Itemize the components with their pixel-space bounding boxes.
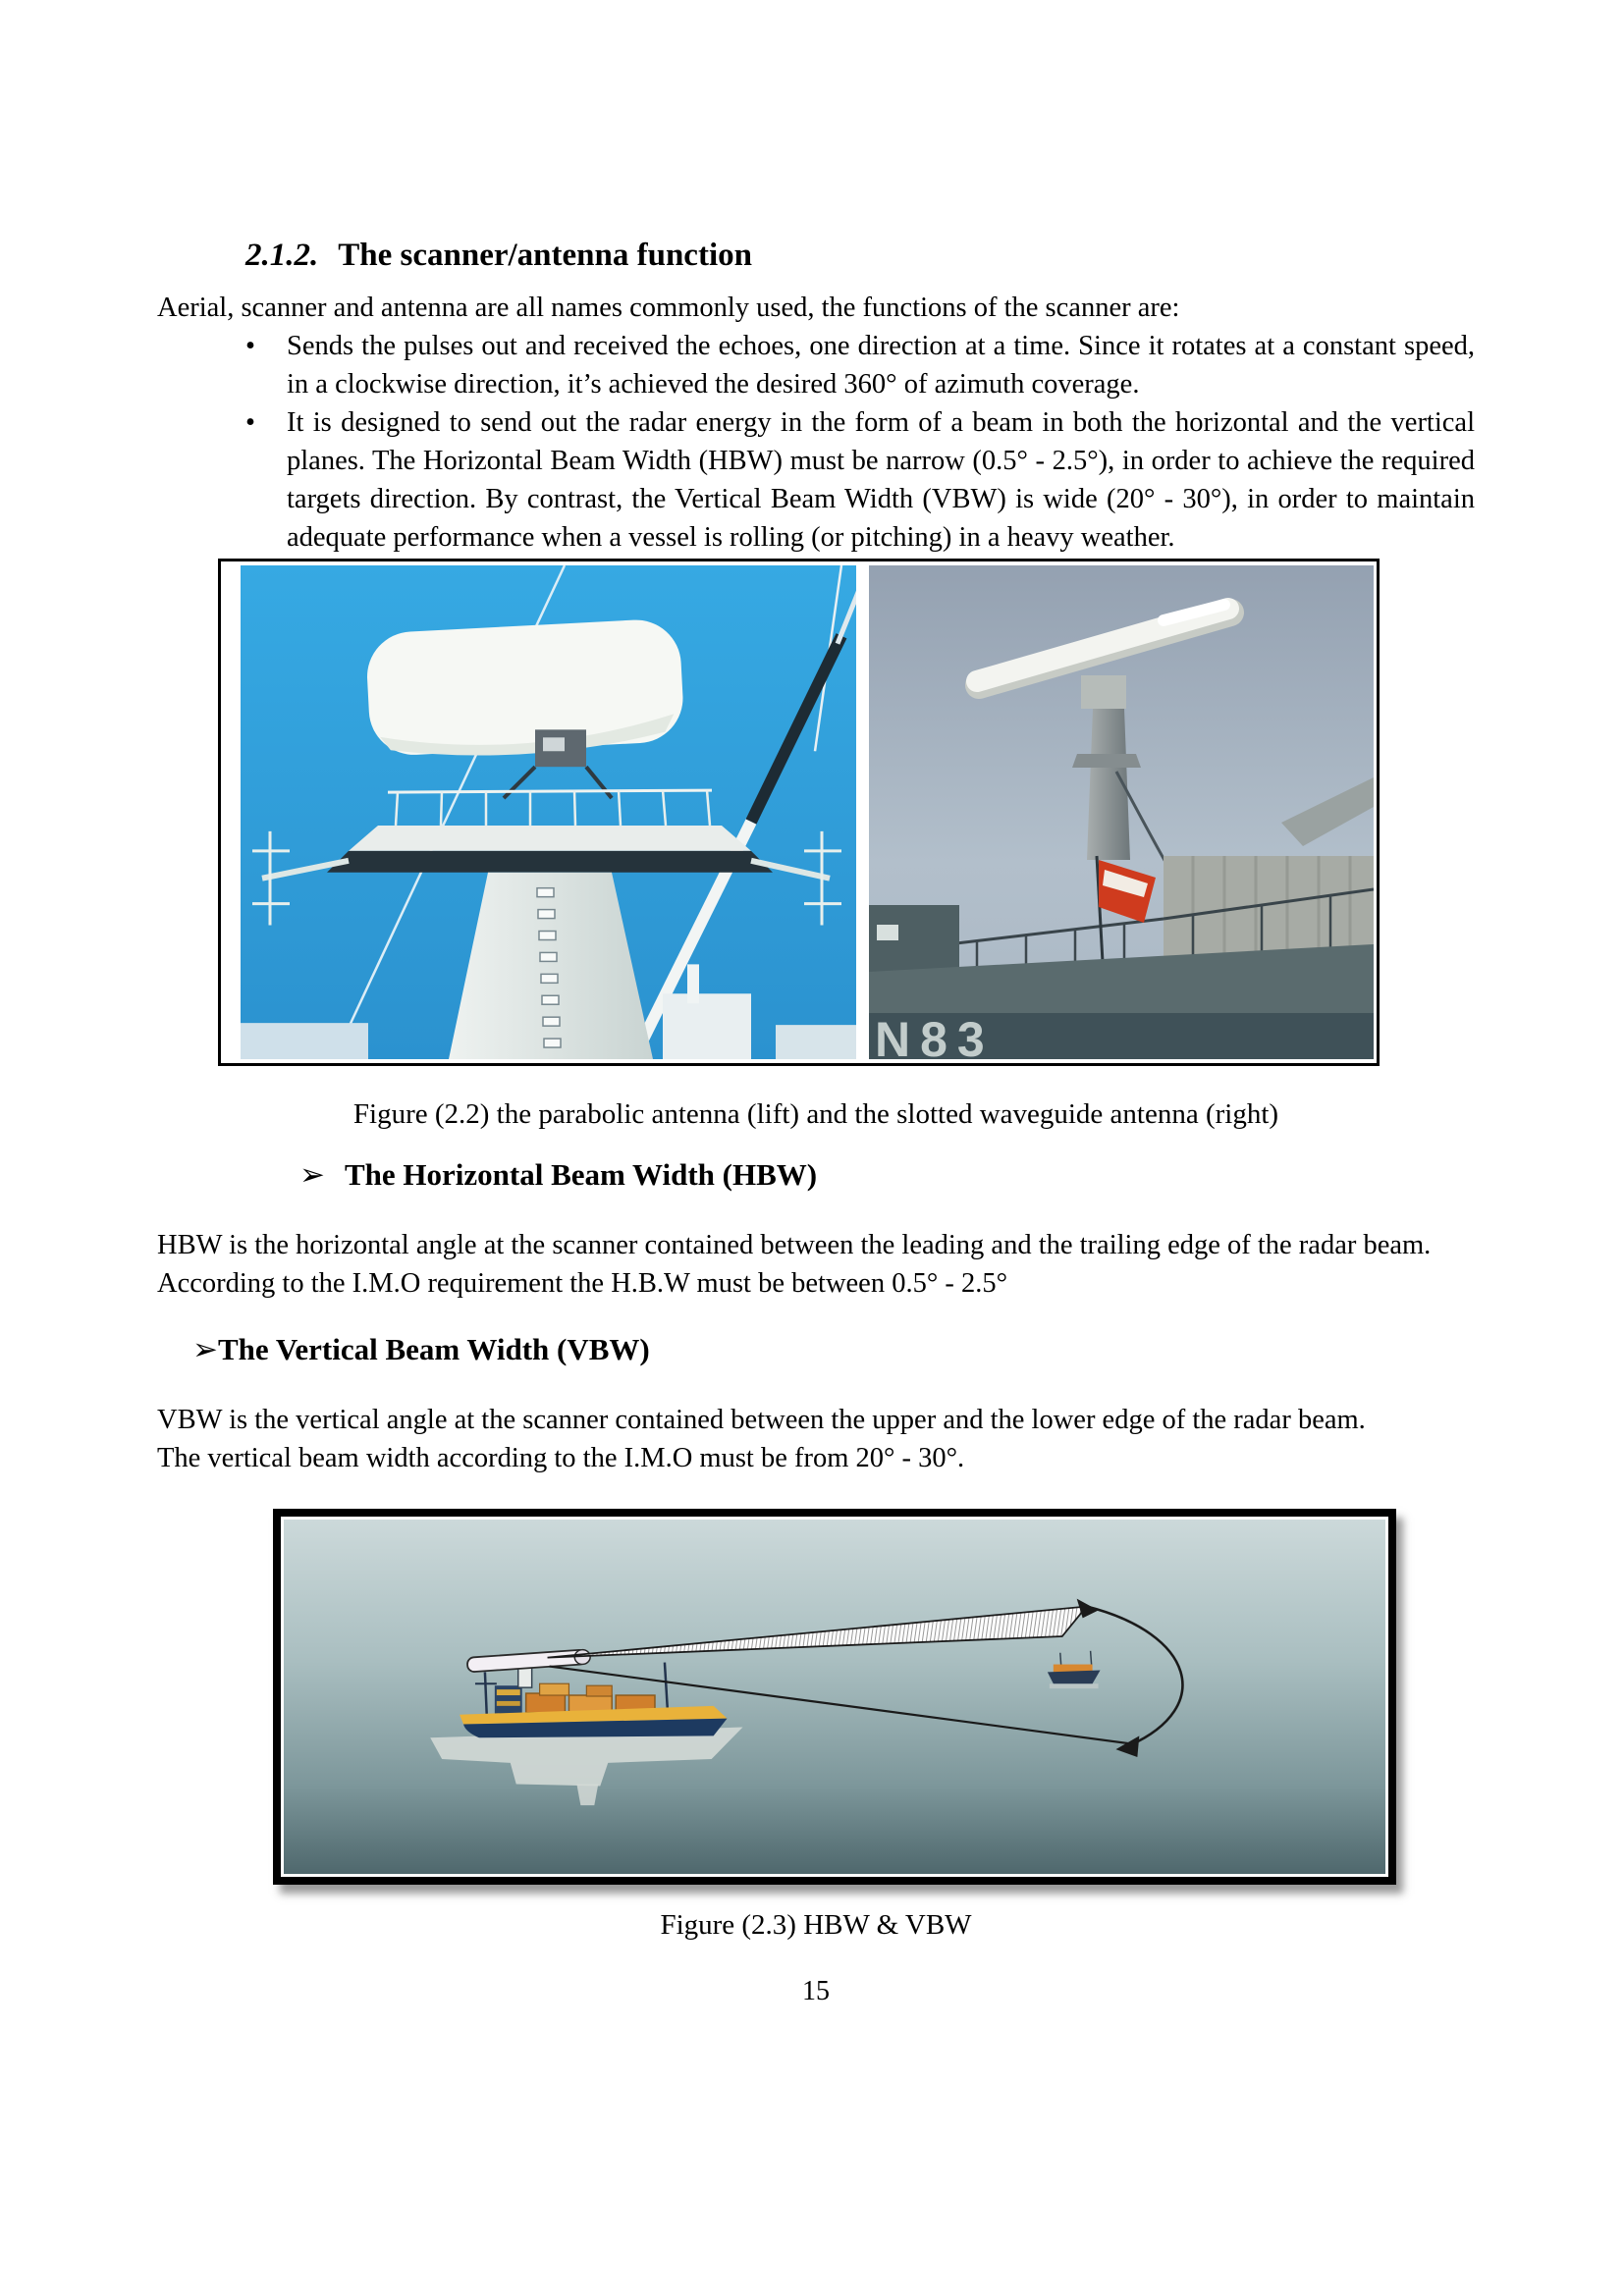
arrow-bullet-icon: ➢: [299, 1157, 325, 1192]
bullet-marker: •: [245, 331, 255, 361]
figure-2-3: [273, 1509, 1396, 1885]
hbw-imo-line: According to the I.M.O requirement the H.B.W must be between 0.5° - 2.5°: [157, 1268, 1007, 1299]
sea-gradient-background: [284, 1520, 1385, 1874]
parabolic-dish: [365, 617, 685, 762]
vbw-paragraph: VBW is the vertical angle at the scanner contained between the upper and the lower edge of the radar beam.: [157, 1405, 1366, 1435]
platform-underside: [327, 851, 773, 873]
hbw-vbw-diagram: [284, 1520, 1385, 1874]
section-title: The scanner/antenna function: [338, 238, 752, 273]
page-number: 15: [802, 1976, 830, 2006]
column-flange: [1072, 754, 1141, 768]
vbw-heading: [192, 1330, 1475, 1369]
hbw-heading: [299, 1155, 1475, 1195]
section-number: 2.1.2.: [245, 238, 319, 273]
waveguide-antenna-illustration: [869, 565, 1374, 1059]
radar-mast: [518, 1667, 532, 1688]
deck-structure: [663, 993, 751, 1059]
vbw-heading-text: The Vertical Beam Width (VBW): [217, 1332, 650, 1366]
figure-2-3-caption: Figure (2.3) HBW & VBW: [660, 1909, 972, 1941]
deck-post: [687, 964, 699, 1003]
bullet-text: It is designed to send out the radar energy in the form of a beam in both the horizontal and the vertical planes. The Horizontal Beam Width (HBW) must be narrow (0.5° - 2.5°), in order to achieve the required targets direction. By contrast, the Vertical Beam Width (VBW) is wide (20° - 30°), in order to maintain adequate performance when a vessel is rolling (or pitching) in a heavy weather.: [287, 407, 1475, 553]
hbw-paragraph: HBW is the horizontal angle at the scanner contained between the leading and the trailing edge of the radar beam.: [157, 1230, 1432, 1260]
deck-structure: [776, 1025, 856, 1059]
scanner-mount: [1081, 675, 1126, 709]
section-heading: [245, 0, 1475, 277]
figure-2-2-caption: Figure (2.2) the parabolic antenna (lift) and the slotted waveguide antenna (right): [352, 1098, 1279, 1130]
figure-2-2: [218, 559, 1380, 1066]
bullet-item-2: [245, 403, 1475, 557]
deck-structure: [241, 1023, 368, 1059]
hbw-heading-text: The Horizontal Beam Width (HBW): [344, 1157, 818, 1192]
slotted-waveguide-photo: [869, 565, 1374, 1059]
arrow-bullet-icon: ➢: [192, 1332, 218, 1366]
hull-letters: N83: [875, 1012, 995, 1059]
parabolic-antenna-illustration: [241, 565, 856, 1059]
bridge-windows: [497, 1689, 520, 1695]
bullet-marker: •: [245, 407, 255, 438]
target-mast: [1091, 1651, 1092, 1665]
feed-detail: [543, 737, 565, 751]
target-mast: [1060, 1653, 1061, 1667]
intro-paragraph: Aerial, scanner and antenna are all names commonly used, the functions of the scanner are:: [157, 293, 1180, 323]
bridge-stripe: [497, 1701, 520, 1706]
target-shadow: [1050, 1683, 1099, 1688]
parabolic-antenna-photo: [241, 565, 856, 1059]
bullet-text: Sends the pulses out and received the echoes, one direction at a time. Since it rotates at a constant speed, in a clockwise direction, it’s achieved the desired 360° of azimuth coverage.: [287, 331, 1475, 400]
bullet-item-1: [245, 327, 1475, 403]
target-hull: [1048, 1670, 1101, 1683]
wall-detail: [877, 925, 898, 940]
platform: [349, 826, 751, 851]
vbw-imo-line: The vertical beam width according to the I.M.O must be from 20° - 30°.: [157, 1443, 965, 1473]
